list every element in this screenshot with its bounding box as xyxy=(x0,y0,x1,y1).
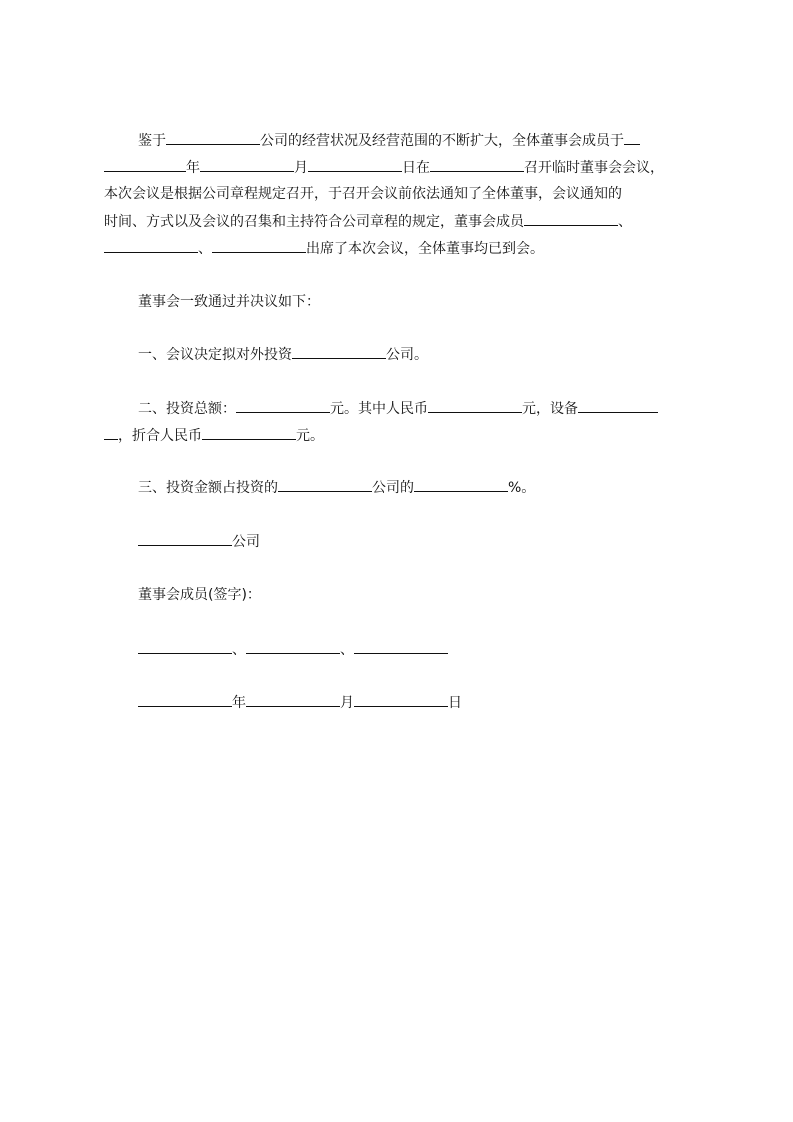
item-2 xyxy=(138,398,658,418)
intro-text: 年 xyxy=(186,160,200,176)
intro-line-5 xyxy=(104,238,544,258)
equivalent-rmb-blank[interactable] xyxy=(202,425,296,440)
intro-line-2 xyxy=(104,157,664,177)
intro-text: 出席了本次会议，全体董事均已到会。 xyxy=(306,241,544,257)
intro-line-3 xyxy=(104,184,622,204)
equipment-blank-cont[interactable] xyxy=(104,425,118,440)
date-line xyxy=(138,692,462,712)
intro-line-1 xyxy=(138,130,640,150)
member-blank[interactable] xyxy=(524,211,618,226)
sign-day-blank[interactable] xyxy=(354,692,448,707)
separator: 、 xyxy=(618,214,632,230)
month-blank[interactable] xyxy=(200,157,294,172)
percentage-blank[interactable] xyxy=(414,477,508,492)
intro-text: 召开临时董事会会议， xyxy=(524,160,664,176)
signature-line xyxy=(138,639,448,659)
member-blank[interactable] xyxy=(212,238,306,253)
year-blank[interactable] xyxy=(104,157,186,172)
company-suffix: 公司 xyxy=(232,534,260,550)
month-label: 月 xyxy=(340,695,354,711)
intro-text: 鉴于 xyxy=(138,133,166,149)
company-name-blank[interactable] xyxy=(166,130,260,145)
signature-label xyxy=(138,585,261,605)
item-text: 三、投资金额占投资的 xyxy=(138,480,278,496)
signature-label-text: 董事会成员(签字)： xyxy=(138,587,261,603)
intro-text: 公司的经营状况及经营范围的不断扩大，全体董事会成员于 xyxy=(260,133,624,149)
resolution-intro-text: 董事会一致通过并决议如下： xyxy=(138,294,320,310)
intro-text: 日在 xyxy=(402,160,430,176)
item-text: %。 xyxy=(508,480,536,496)
item-text: 二、投资总额： xyxy=(138,401,236,417)
year-label: 年 xyxy=(232,695,246,711)
company-line xyxy=(138,531,260,551)
item-text: ，折合人民币 xyxy=(118,428,202,444)
investee-blank[interactable] xyxy=(278,477,372,492)
item-2-cont xyxy=(104,425,324,445)
location-blank[interactable] xyxy=(430,157,524,172)
resolution-intro xyxy=(138,292,320,312)
intro-text: 时间、方式以及会议的召集和主持符合公司章程的规定，董事会成员 xyxy=(104,214,524,230)
member-blank[interactable] xyxy=(104,238,198,253)
item-text: 元，设备 xyxy=(522,401,578,417)
signature-blank[interactable] xyxy=(246,639,340,654)
item-text: 公司的 xyxy=(372,480,414,496)
separator: 、 xyxy=(198,241,212,257)
blank-field[interactable] xyxy=(624,130,640,145)
day-label: 日 xyxy=(448,695,462,711)
intro-line-4 xyxy=(104,211,632,231)
sign-month-blank[interactable] xyxy=(246,692,340,707)
equipment-blank[interactable] xyxy=(578,398,658,413)
item-3 xyxy=(138,477,535,497)
invest-company-blank[interactable] xyxy=(292,344,386,359)
item-text: 一、会议决定拟对外投资 xyxy=(138,347,292,363)
company-blank[interactable] xyxy=(138,531,232,546)
intro-text: 月 xyxy=(294,160,308,176)
sign-year-blank[interactable] xyxy=(138,692,232,707)
separator: 、 xyxy=(232,642,246,658)
item-1 xyxy=(138,344,428,364)
intro-text: 本次会议是根据公司章程规定召开，于召开会议前依法通知了全体董事，会议通知的 xyxy=(104,186,622,202)
rmb-amount-blank[interactable] xyxy=(428,398,522,413)
separator: 、 xyxy=(340,642,354,658)
item-text: 元。其中人民币 xyxy=(330,401,428,417)
total-amount-blank[interactable] xyxy=(236,398,330,413)
signature-blank[interactable] xyxy=(354,639,448,654)
item-text: 元。 xyxy=(296,428,324,444)
day-blank[interactable] xyxy=(308,157,402,172)
signature-blank[interactable] xyxy=(138,639,232,654)
item-text: 公司。 xyxy=(386,347,428,363)
